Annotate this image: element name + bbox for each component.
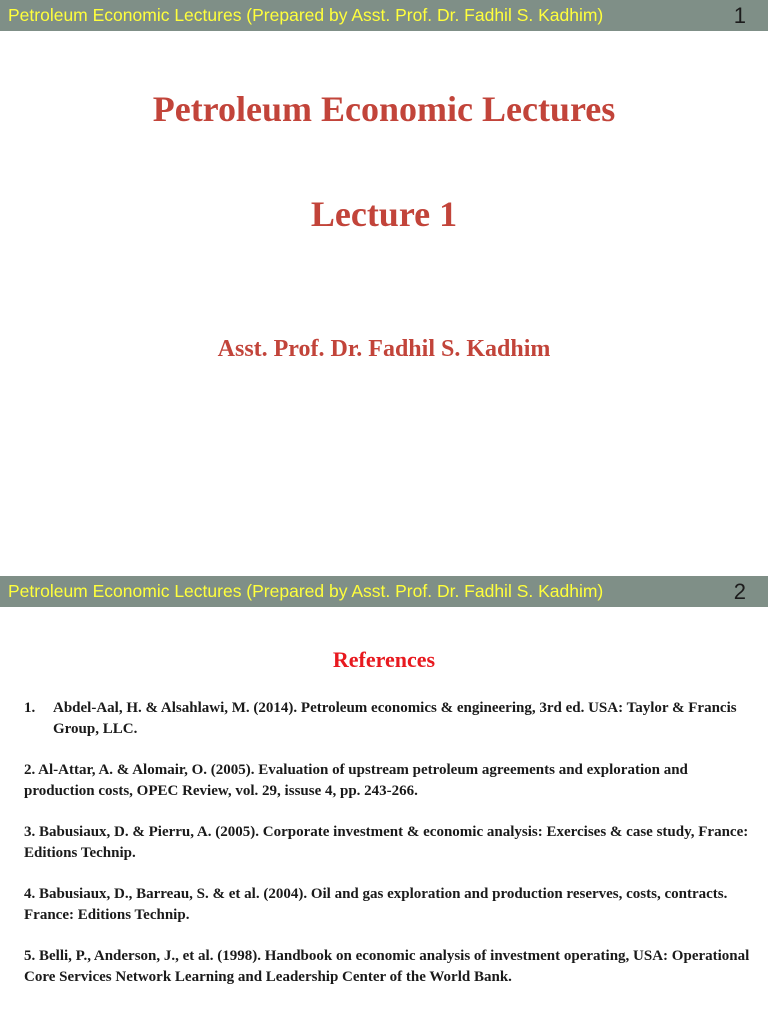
slide-2: [0, 576, 768, 1024]
header-title: Petroleum Economic Lectures (Prepared by Asst. Prof. Dr. Fadhil S. Kadhim): [8, 581, 604, 601]
reference-number: 1.: [24, 700, 36, 716]
reference-item: 3. Babusiaux, D. & Pierru, A. (2005). Corporate investment & economic analysis: Exercises & case study, France: Editions Technip.: [24, 824, 749, 861]
page-number: 1: [733, 3, 746, 28]
reference-item: 5. Belli, P., Anderson, J., et al. (1998). Handbook on economic analysis of investment operating, USA: Operational Core Services Network Learning and Leadership Center of the World Bank.: [24, 948, 750, 985]
page-number: 2: [733, 579, 746, 604]
reference-item: 4. Babusiaux, D., Barreau, S. & et al. (2004). Oil and gas exploration and production reserves, costs, contracts. France: Editions Technip.: [24, 886, 728, 923]
reference-item: 2. Al-Attar, A. & Alomair, O. (2005). Evaluation of upstream petroleum agreements and exploration and production costs, OPEC Review, vol. 29, issuse 4, pp. 243-266.: [24, 762, 688, 799]
references-list: [24, 698, 750, 1008]
reference-text: Abdel-Aal, H. & Alsahlawi, M. (2014). Petroleum economics & engineering, 3rd ed. USA: Taylor & Francis Group, LLC.: [53, 700, 737, 737]
slide-header-bar: [0, 0, 768, 31]
slide-header-bar: [0, 576, 768, 607]
reference-item: [24, 698, 750, 739]
lecture-series-title: Petroleum Economic Lectures: [152, 89, 616, 129]
references-heading: References: [332, 647, 436, 672]
header-title: Petroleum Economic Lectures (Prepared by Asst. Prof. Dr. Fadhil S. Kadhim): [8, 5, 604, 25]
lecture-number-title: Lecture 1: [310, 194, 458, 234]
author-name: Asst. Prof. Dr. Fadhil S. Kadhim: [217, 336, 551, 362]
